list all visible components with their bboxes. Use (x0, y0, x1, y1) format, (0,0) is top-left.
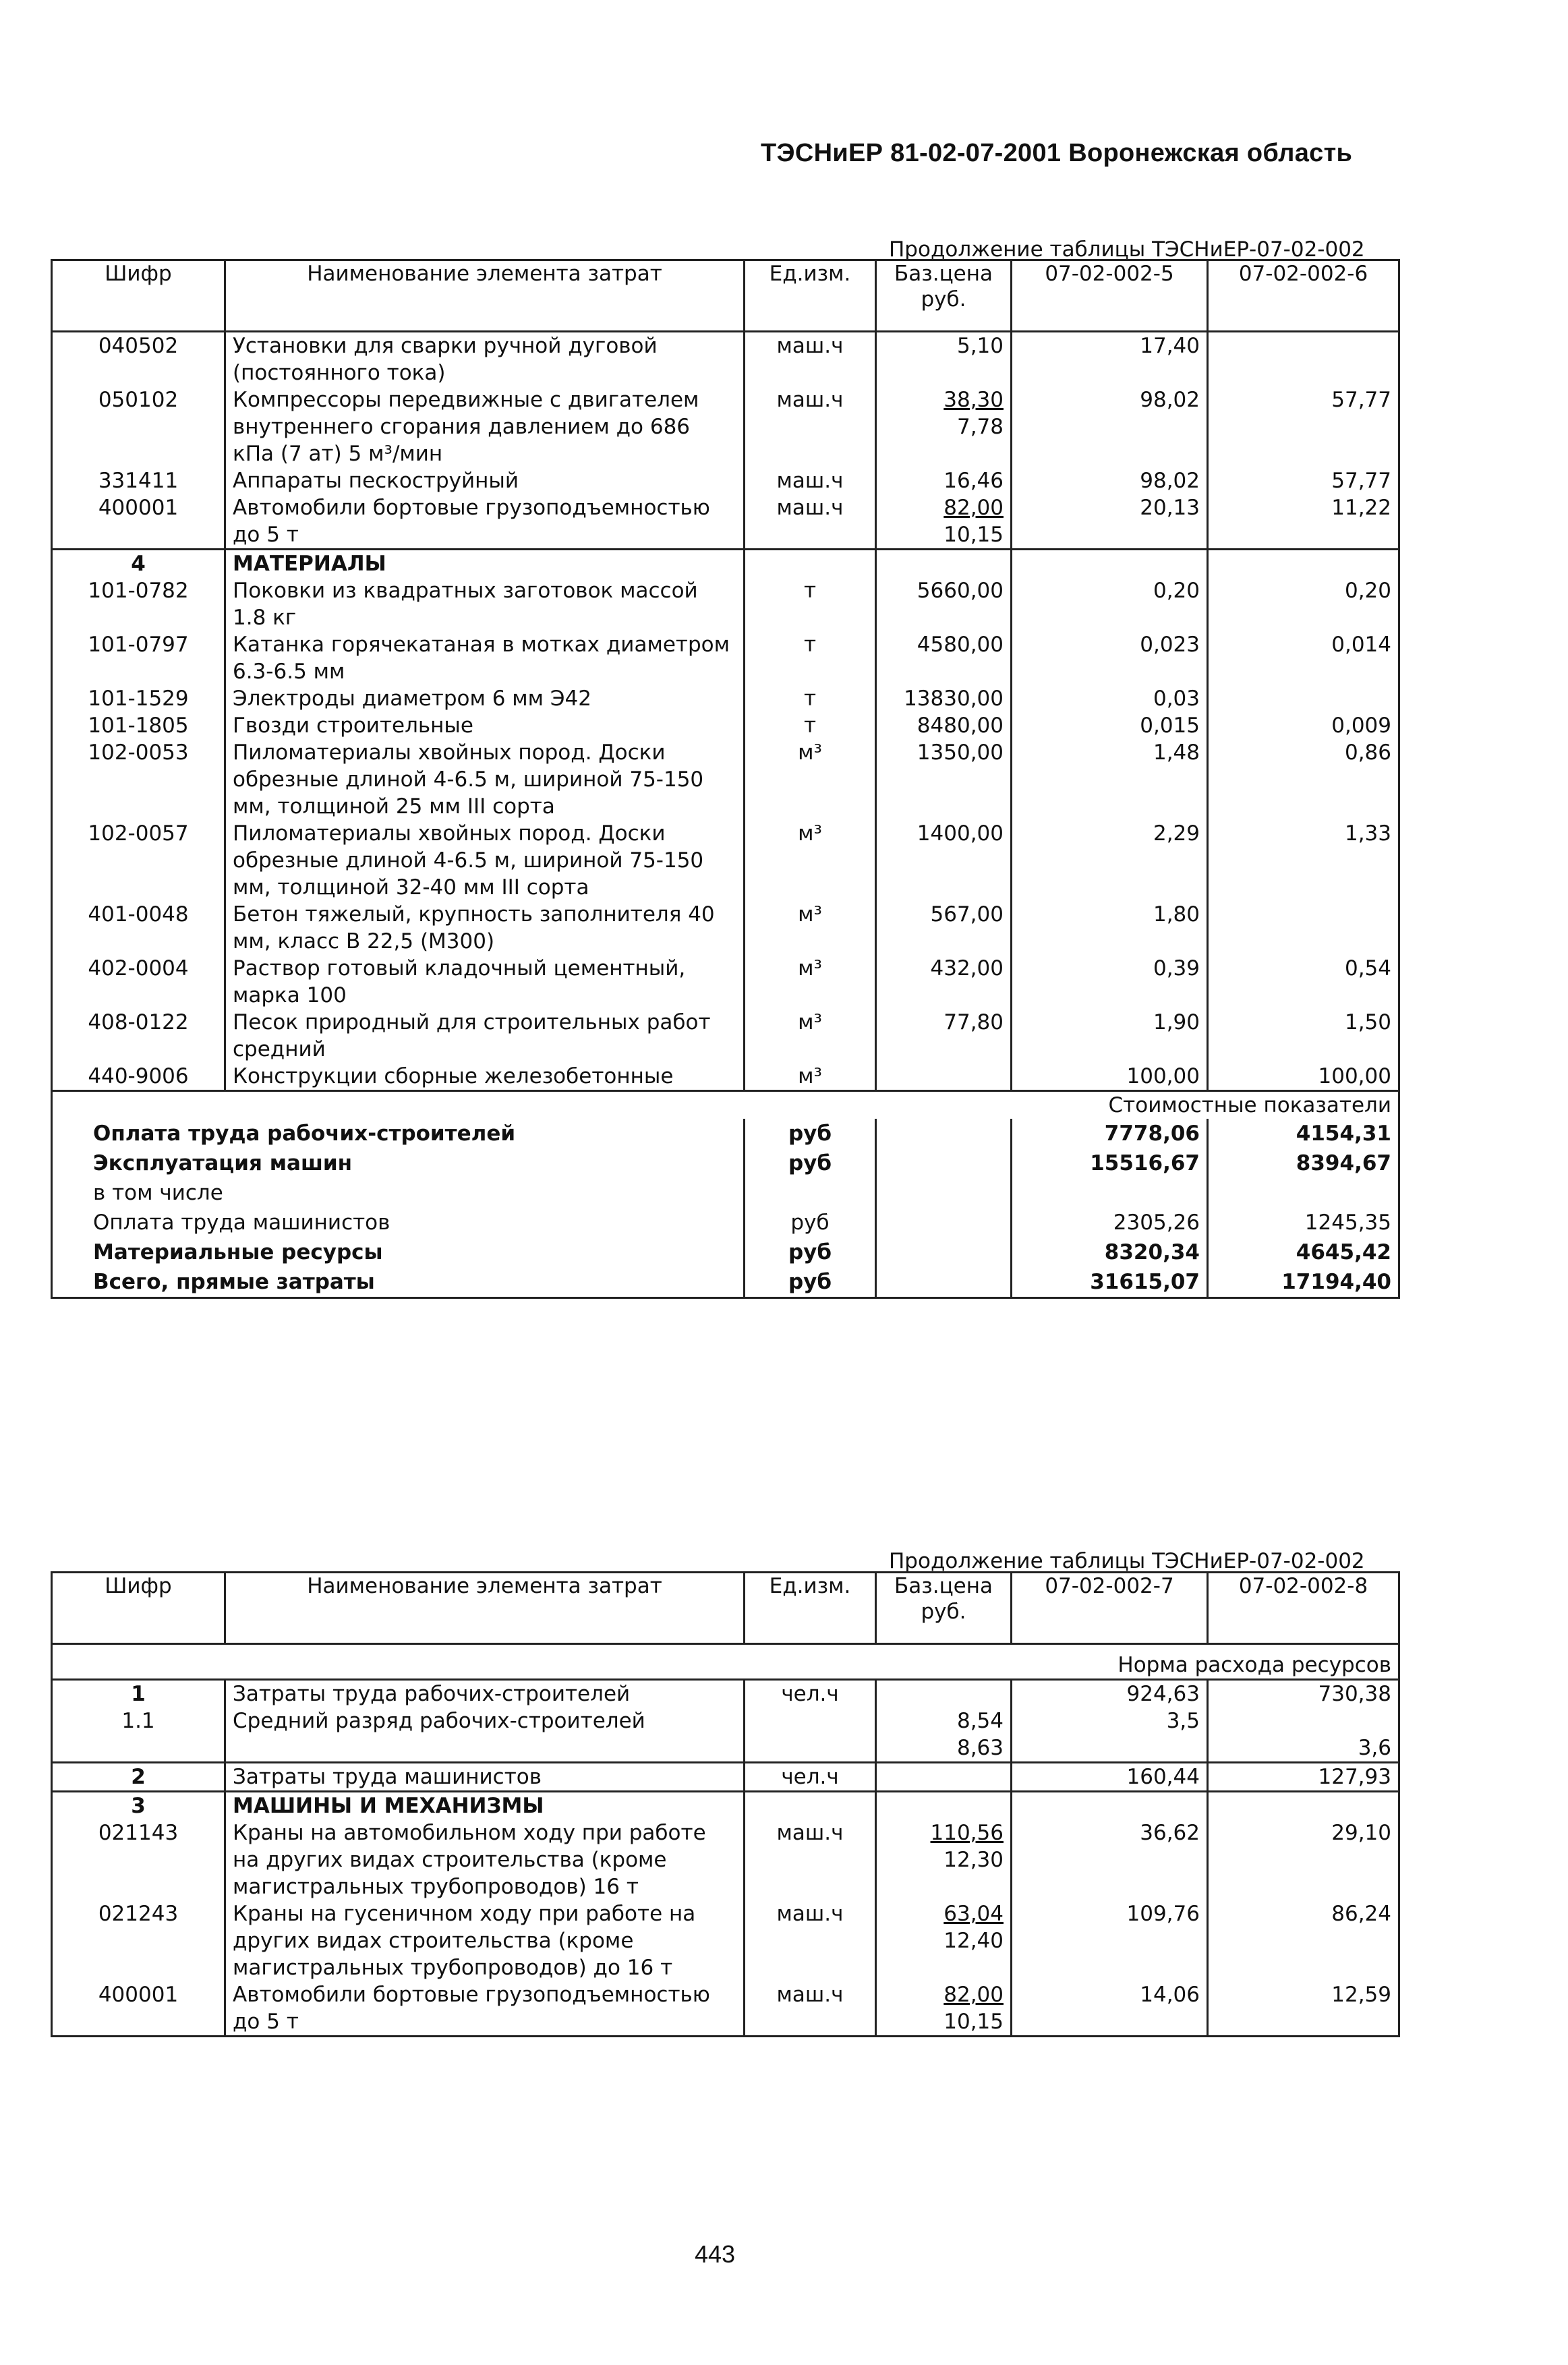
summary-row (52, 1119, 1399, 1148)
summary-label: Материальные ресурсы (52, 1237, 745, 1267)
resource-name: Пиломатериалы хвойных пород. Доски обрезные длиной 4-6.5 м, шириной 75-150 мм, толщиной 32-40 мм III сорта (225, 820, 745, 901)
operator-price: 7,78 (956, 415, 1004, 439)
norm-value: 20,13 (1012, 494, 1208, 550)
resource-name: Автомобили бортовые грузоподъемностью до 5 т (225, 1981, 745, 2037)
base-price: 1350,00 (876, 739, 1012, 820)
resource-code: 021143 (52, 1819, 225, 1900)
table-row (52, 631, 1399, 685)
summary-unit: руб (745, 1148, 876, 1178)
summary-unit: руб (745, 1237, 876, 1267)
summary-label: в том числе (52, 1178, 745, 1208)
resource-code: 021243 (52, 1900, 225, 1981)
resource-table-2 (51, 1571, 1400, 2037)
summary-row (52, 1208, 1399, 1237)
table-row (52, 1009, 1399, 1063)
base-price (876, 1063, 1012, 1091)
operators-unit: чел.ч (745, 1763, 876, 1792)
resource-unit: т (745, 631, 876, 685)
col-header-code-8: 07-02-002-8 (1208, 1573, 1399, 1644)
resource-code: 408-0122 (52, 1009, 225, 1063)
resource-unit: маш.ч (745, 386, 876, 467)
summary-row (52, 1148, 1399, 1178)
price-cell (876, 1981, 1012, 2037)
resource-unit: м³ (745, 955, 876, 1009)
summary-value: 4645,42 (1208, 1237, 1399, 1267)
base-price: 432,00 (876, 955, 1012, 1009)
summary-unit (745, 1178, 876, 1208)
resource-name: Катанка горячекатаная в мотках диаметром 6.3-6.5 мм (225, 631, 745, 685)
norm-value: 0,014 (1208, 631, 1399, 685)
resource-unit: м³ (745, 901, 876, 955)
base-price: 110,56 (930, 1821, 1004, 1845)
price-cell (876, 1900, 1012, 1981)
table1-continuation-label: Продолжение таблицы ТЭСНиЕР-07-02-002 (889, 237, 1365, 262)
norm-label: Норма расхода ресурсов (52, 1644, 1399, 1680)
grade-value-7: 3,5 (1166, 1709, 1200, 1733)
resource-name: Пиломатериалы хвойных пород. Доски обрезные длиной 4-6.5 м, шириной 75-150 мм, толщиной 25 мм III сорта (225, 739, 745, 820)
norm-value: 98,02 (1012, 386, 1208, 467)
resource-code: 101-0797 (52, 631, 225, 685)
base-price: 13830,00 (876, 685, 1012, 712)
table-row (52, 577, 1399, 631)
resource-code: 401-0048 (52, 901, 225, 955)
resource-name: Компрессоры передвижные с двигателем внутреннего сгорания давлением до 686 кПа (7 ат) 5 м³/мин (225, 386, 745, 467)
table2-continuation-label: Продолжение таблицы ТЭСНиЕР-07-02-002 (889, 1549, 1365, 1573)
summary-value: 15516,67 (1012, 1148, 1208, 1178)
norm-value: 0,54 (1208, 955, 1399, 1009)
resource-code: 102-0057 (52, 820, 225, 901)
labor-unit: чел.ч (745, 1680, 876, 1708)
base-price: 63,04 (943, 1902, 1004, 1926)
summary-label: Оплата труда рабочих-строителей (52, 1119, 745, 1148)
labor-name: Затраты труда рабочих-строителей (225, 1680, 745, 1708)
resource-code: 040502 (52, 332, 225, 387)
base-price: 38,30 (943, 388, 1004, 412)
col-header-code-7: 07-02-002-7 (1012, 1573, 1208, 1644)
price-cell (876, 332, 1012, 387)
norm-value: 11,22 (1208, 494, 1399, 550)
grade-price-8: 8,63 (956, 1736, 1004, 1760)
resource-unit: маш.ч (745, 494, 876, 550)
norm-value: 57,77 (1208, 386, 1399, 467)
norm-value: 98,02 (1012, 467, 1208, 494)
norm-value: 14,06 (1012, 1981, 1208, 2037)
summary-value: 8320,34 (1012, 1237, 1208, 1267)
norm-value: 1,50 (1208, 1009, 1399, 1063)
resource-name: Раствор готовый кладочный цементный, марка 100 (225, 955, 745, 1009)
table-row (52, 712, 1399, 739)
resource-code: 402-0004 (52, 955, 225, 1009)
table-row (52, 1819, 1399, 1900)
norm-value: 0,86 (1208, 739, 1399, 820)
section-title: МАШИНЫ И МЕХАНИЗМЫ (225, 1792, 745, 1820)
price-cell (876, 467, 1012, 494)
norm-value: 0,009 (1208, 712, 1399, 739)
resource-unit: м³ (745, 820, 876, 901)
resource-name: Конструкции сборные железобетонные (225, 1063, 745, 1091)
summary-value: 17194,40 (1208, 1267, 1399, 1298)
summary-row (52, 1237, 1399, 1267)
summary-value: 7778,06 (1012, 1119, 1208, 1148)
resource-table-1 (51, 259, 1400, 1299)
summary-value: 8394,67 (1208, 1148, 1399, 1178)
operators-value-7: 160,44 (1012, 1763, 1208, 1792)
resource-code: 102-0053 (52, 739, 225, 820)
summary-value (1208, 1178, 1399, 1208)
resource-name: Гвозди строительные (225, 712, 745, 739)
summary-value: 2305,26 (1012, 1208, 1208, 1237)
summary-value: 31615,07 (1012, 1267, 1208, 1298)
summary-label: Оплата труда машинистов (52, 1208, 745, 1237)
norm-value: 0,39 (1012, 955, 1208, 1009)
resource-name: Аппараты пескоструйный (225, 467, 745, 494)
norm-value: 1,80 (1012, 901, 1208, 955)
base-price: 4580,00 (876, 631, 1012, 685)
grade-price-7: 8,54 (956, 1709, 1004, 1733)
resource-name: Поковки из квадратных заготовок массой 1.8 кг (225, 577, 745, 631)
base-price: 8480,00 (876, 712, 1012, 739)
table-row (52, 1900, 1399, 1981)
summary-unit: руб (745, 1119, 876, 1148)
col-header-unit: Ед.изм. (745, 1573, 876, 1644)
base-price: 77,80 (876, 1009, 1012, 1063)
resource-unit: маш.ч (745, 1981, 876, 2037)
summary-unit: руб (745, 1208, 876, 1237)
norm-value: 0,015 (1012, 712, 1208, 739)
col-header-code: Шифр (52, 1573, 225, 1644)
table-row (52, 386, 1399, 467)
labor-code: 1 (52, 1680, 225, 1708)
norm-value: 12,59 (1208, 1981, 1399, 2037)
resource-code: 101-0782 (52, 577, 225, 631)
col-header-price: Баз.цена руб. (876, 1573, 1012, 1644)
table-row (52, 685, 1399, 712)
base-price: 567,00 (876, 901, 1012, 955)
base-price: 5660,00 (876, 577, 1012, 631)
resource-unit: т (745, 577, 876, 631)
resource-name: Песок природный для строительных работ средний (225, 1009, 745, 1063)
price-cell (876, 494, 1012, 550)
norm-value: 2,29 (1012, 820, 1208, 901)
norm-value: 17,40 (1012, 332, 1208, 387)
resource-unit: т (745, 712, 876, 739)
summary-row (52, 1178, 1399, 1208)
table-row (52, 901, 1399, 955)
norm-value: 1,48 (1012, 739, 1208, 820)
resource-unit: т (745, 685, 876, 712)
resource-name: Установки для сварки ручной дуговой (постоянного тока) (225, 332, 745, 387)
resource-code: 400001 (52, 1981, 225, 2037)
summary-value: 4154,31 (1208, 1119, 1399, 1148)
grade-name: Средний разряд рабочих-строителей (225, 1707, 745, 1763)
resource-unit: маш.ч (745, 467, 876, 494)
table-row (52, 955, 1399, 1009)
cost-indicators-label: Стоимостные показатели (52, 1091, 1399, 1119)
operator-price: 12,30 (943, 1848, 1004, 1872)
resource-name: Автомобили бортовые грузоподъемностью до 5 т (225, 494, 745, 550)
table-row (52, 332, 1399, 387)
summary-unit: руб (745, 1267, 876, 1298)
resource-unit: маш.ч (745, 1900, 876, 1981)
resource-code: 440-9006 (52, 1063, 225, 1091)
operators-name: Затраты труда машинистов (225, 1763, 745, 1792)
operator-price: 12,40 (943, 1929, 1004, 1953)
table-row (52, 494, 1399, 550)
resource-unit: маш.ч (745, 1819, 876, 1900)
labor-value-8: 730,38 (1208, 1680, 1399, 1708)
price-cell (876, 386, 1012, 467)
norm-value: 109,76 (1012, 1900, 1208, 1981)
norm-value: 100,00 (1012, 1063, 1208, 1091)
page-header-title: ТЭСНиЕР 81-02-07-2001 Воронежская область (761, 139, 1353, 167)
summary-value: 1245,35 (1208, 1208, 1399, 1237)
grade-code: 1.1 (52, 1707, 225, 1763)
col-header-name: Наименование элемента затрат (225, 1573, 745, 1644)
resource-unit: маш.ч (745, 332, 876, 387)
norm-value: 0,20 (1208, 577, 1399, 631)
grade-value-8: 3,6 (1358, 1736, 1391, 1760)
section-title: МАТЕРИАЛЫ (225, 550, 745, 578)
col-header-name: Наименование элемента затрат (225, 260, 745, 332)
base-price: 82,00 (943, 496, 1004, 520)
resource-name: Электроды диаметром 6 мм Э42 (225, 685, 745, 712)
norm-value (1208, 901, 1399, 955)
table-row (52, 820, 1399, 901)
base-price: 82,00 (943, 1983, 1004, 2007)
norm-value: 0,023 (1012, 631, 1208, 685)
norm-value (1208, 685, 1399, 712)
section-number: 3 (52, 1792, 225, 1820)
norm-value: 36,62 (1012, 1819, 1208, 1900)
norm-value: 29,10 (1208, 1819, 1399, 1900)
norm-value: 57,77 (1208, 467, 1399, 494)
resource-code: 101-1529 (52, 685, 225, 712)
resource-unit: м³ (745, 1009, 876, 1063)
base-price: 5,10 (956, 334, 1004, 358)
operator-price: 10,15 (943, 2010, 1004, 2034)
operators-code: 2 (52, 1763, 225, 1792)
resource-code: 050102 (52, 386, 225, 467)
resource-code: 331411 (52, 467, 225, 494)
resource-unit: м³ (745, 739, 876, 820)
summary-label: Эксплуатация машин (52, 1148, 745, 1178)
table-row (52, 467, 1399, 494)
section-number: 4 (52, 550, 225, 578)
operators-value-8: 127,93 (1208, 1763, 1399, 1792)
col-header-unit: Ед.изм. (745, 260, 876, 332)
summary-label: Всего, прямые затраты (52, 1267, 745, 1298)
table-row (52, 739, 1399, 820)
resource-unit: м³ (745, 1063, 876, 1091)
page-number: 443 (695, 2240, 736, 2268)
col-header-price: Баз.цена руб. (876, 260, 1012, 332)
col-header-code-5: 07-02-002-5 (1012, 260, 1208, 332)
table-row (52, 1063, 1399, 1091)
norm-value: 86,24 (1208, 1900, 1399, 1981)
resource-code: 400001 (52, 494, 225, 550)
resource-name: Краны на гусеничном ходу при работе на других видах строительства (кроме магистральных трубопроводов) до 16 т (225, 1900, 745, 1981)
base-price: 16,46 (943, 469, 1004, 493)
col-header-code: Шифр (52, 260, 225, 332)
labor-value-7: 924,63 (1012, 1680, 1208, 1708)
summary-row (52, 1267, 1399, 1298)
price-cell (876, 1819, 1012, 1900)
norm-value (1208, 332, 1399, 387)
norm-value: 100,00 (1208, 1063, 1399, 1091)
resource-name: Бетон тяжелый, крупность заполнителя 40 мм, класс В 22,5 (М300) (225, 901, 745, 955)
summary-value (1012, 1178, 1208, 1208)
operator-price: 10,15 (943, 523, 1004, 547)
norm-value: 0,03 (1012, 685, 1208, 712)
col-header-code-6: 07-02-002-6 (1208, 260, 1399, 332)
norm-value: 1,90 (1012, 1009, 1208, 1063)
resource-name: Краны на автомобильном ходу при работе на других видах строительства (кроме магистральных трубопроводов) 16 т (225, 1819, 745, 1900)
norm-value: 0,20 (1012, 577, 1208, 631)
resource-code: 101-1805 (52, 712, 225, 739)
table-row (52, 1981, 1399, 2037)
norm-value: 1,33 (1208, 820, 1399, 901)
base-price: 1400,00 (876, 820, 1012, 901)
